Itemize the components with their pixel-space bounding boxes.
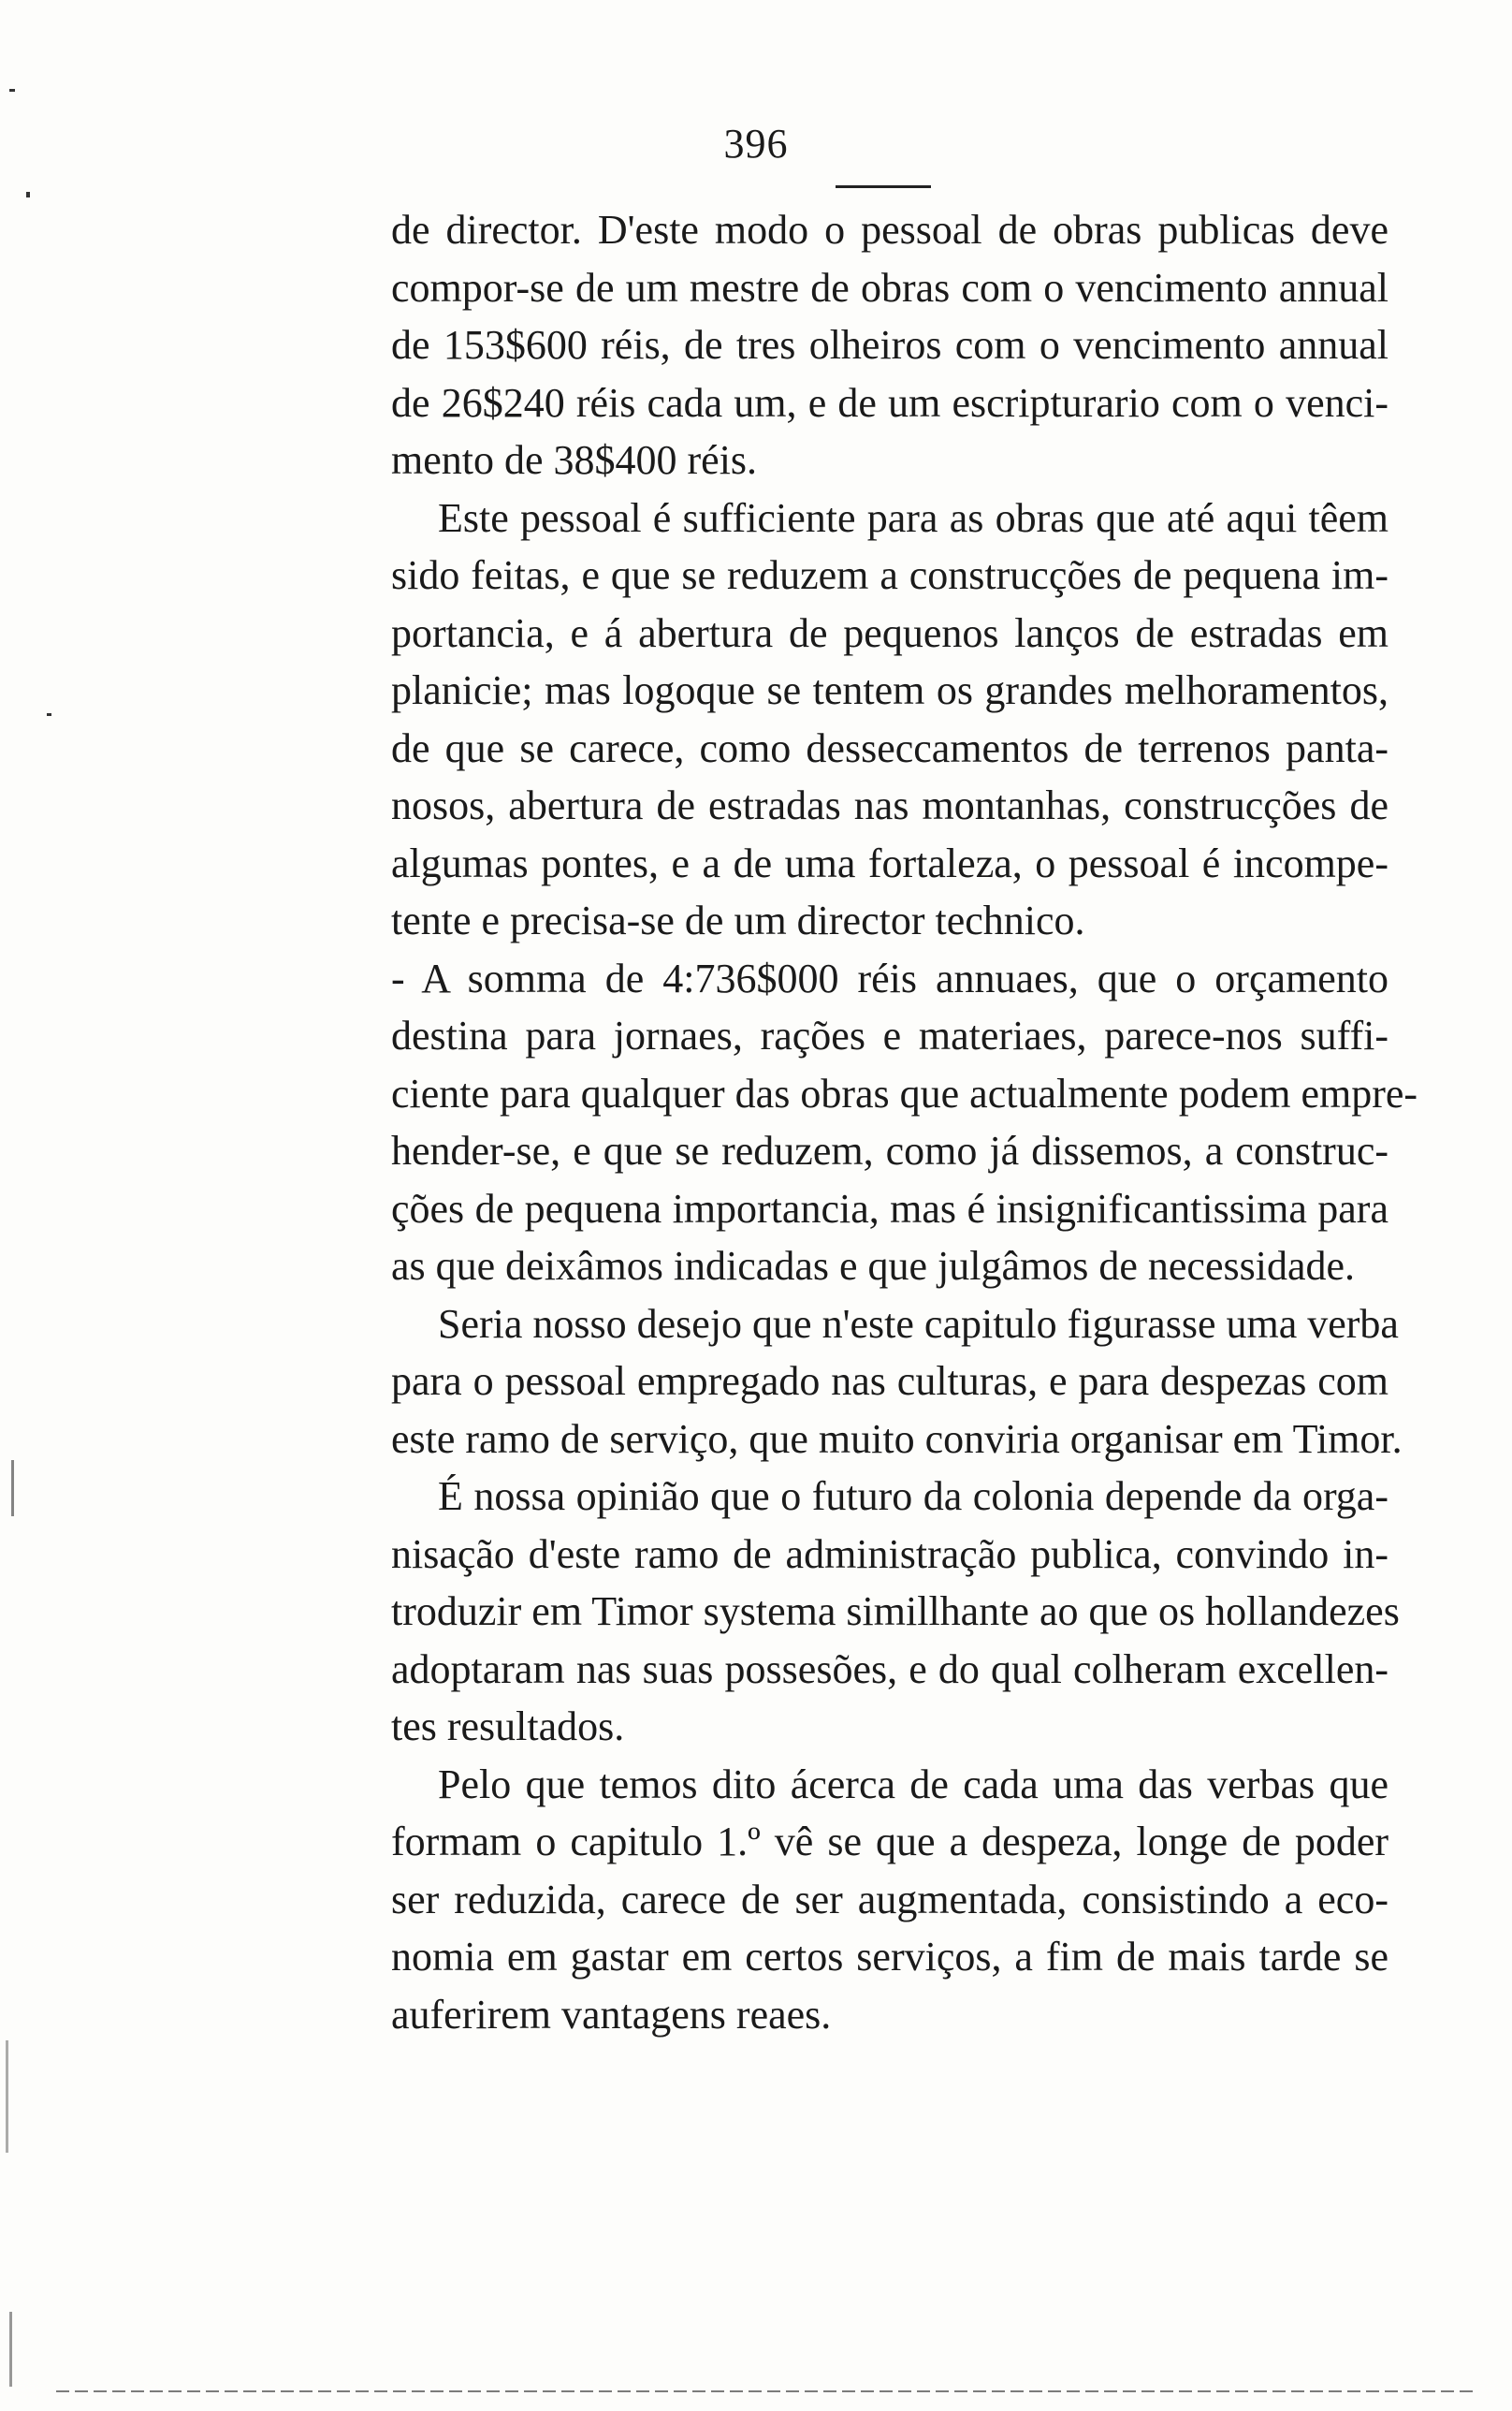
text-line: auferirem vantagens reaes. — [391, 1991, 832, 2038]
text-line: troduzir em Timor systema simillhante ao que os hollandezes — [391, 1588, 1400, 1634]
text-line: de que se carece, como desseccamentos de terrenos panta- — [391, 724, 1388, 771]
text-line: É nossa opinião que o futuro da colonia depende da orga- — [438, 1473, 1388, 1519]
text-line: tes resultados. — [391, 1703, 625, 1749]
scan-mark — [11, 1460, 14, 1516]
text-line: adoptaram nas suas possesões, e do qual colheram excellen- — [391, 1645, 1388, 1692]
text-line: formam o capitulo 1.º vê se que a despeza, longe de poder — [391, 1819, 1388, 1864]
text-line: ser reduzida, carece de ser augmentada, consistindo a eco- — [391, 1876, 1388, 1922]
text-line: Pelo que temos dito ácerca de cada uma das verbas que — [438, 1761, 1388, 1807]
text-line: ções de pequena importancia, mas é insignificantissima para — [391, 1185, 1388, 1232]
text-line: Seria nosso desejo que n'este capitulo figurasse uma verba — [438, 1300, 1399, 1347]
scan-mark — [9, 2312, 12, 2387]
text-line: algumas pontes, e a de uma fortaleza, o pessoal é incompe- — [391, 840, 1388, 886]
bottom-edge-line — [56, 2390, 1475, 2392]
text-line: mento de 38$400 réis. — [391, 437, 758, 483]
text-line: sido feitas, e que se reduzem a construcções de pequena im- — [391, 552, 1388, 598]
text-line: destina para jornaes, rações e materiaes, parece-nos suffi- — [391, 1013, 1388, 1059]
body-text — [391, 201, 1418, 2043]
text-line: de 26$240 réis cada um, e de um escripturario com o venci- — [391, 379, 1388, 426]
scan-mark — [9, 89, 15, 92]
text-line: compor-se de um mestre de obras com o vencimento annual — [391, 264, 1388, 311]
text-line: Este pessoal é sufficiente para as obras que até aqui têem — [438, 494, 1388, 541]
scan-mark — [47, 713, 51, 716]
text-line: ciente para qualquer das obras que actualmente podem empre- — [391, 1070, 1418, 1117]
text-line: - A somma de 4:736$000 réis annuaes, que o orçamento — [391, 955, 1388, 1001]
scan-mark — [26, 192, 30, 197]
text-line: nisação d'este ramo de administração publica, convindo in- — [391, 1530, 1388, 1577]
text-line: planicie; mas logoque se tentem os grandes melhoramentos, — [391, 667, 1388, 713]
text-line: de director. D'este modo o pessoal de obras publicas deve — [391, 207, 1388, 253]
text-line: este ramo de serviço, que muito conviria organisar em Timor. — [391, 1415, 1403, 1462]
page-number-rule — [836, 185, 931, 188]
text-line: de 153$600 réis, de tres olheiros com o vencimento annual — [391, 322, 1388, 368]
text-line: hender-se, e que se reduzem, como já dissemos, a construc- — [391, 1128, 1388, 1174]
text-line: as que deixâmos indicadas e que julgâmos de necessidade. — [391, 1243, 1356, 1289]
text-line: tente e precisa-se de um director technico. — [391, 898, 1085, 943]
text-line: para o pessoal empregado nas culturas, e para despezas com — [391, 1358, 1388, 1404]
text-line: portancia, e á abertura de pequenos lanços de estradas em — [391, 609, 1388, 656]
text-line: nomia em gastar em certos serviços, a fim de mais tarde se — [391, 1934, 1388, 1980]
scan-mark — [6, 2040, 8, 2153]
page-number: 396 — [723, 121, 789, 167]
text-line: nosos, abertura de estradas nas montanhas, construcções de — [391, 782, 1388, 828]
